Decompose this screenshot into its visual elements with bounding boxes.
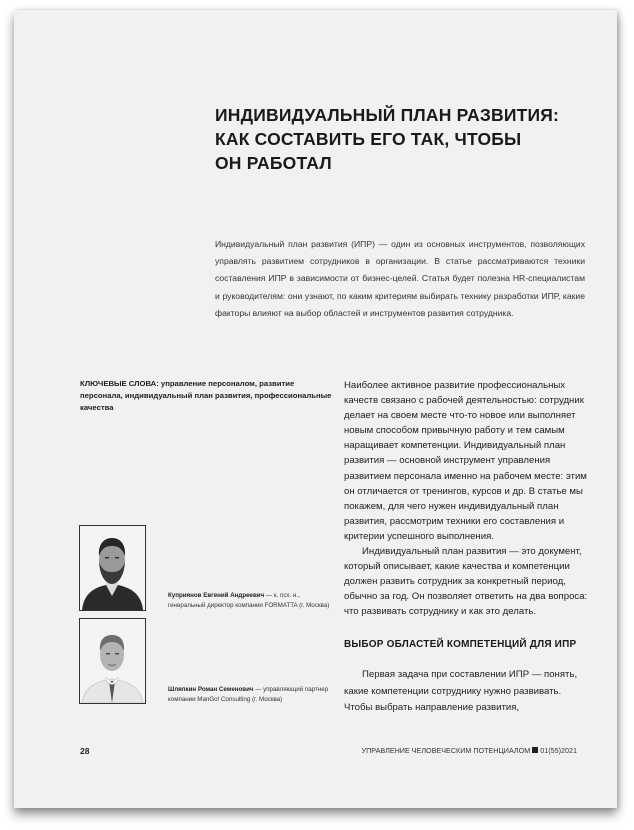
journal-issue: 01(55)2021 bbox=[540, 746, 577, 755]
journal-name: УПРАВЛЕНИЕ ЧЕЛОВЕЧЕСКИМ ПОТЕНЦИАЛОМ bbox=[361, 746, 531, 755]
title-line-1: ИНДИВИДУАЛЬНЫЙ ПЛАН РАЗВИТИЯ: bbox=[215, 105, 560, 125]
section-heading: ВЫБОР ОБЛАСТЕЙ КОМПЕТЕНЦИЙ ДЛЯ ИПР bbox=[344, 639, 577, 650]
keywords-label: КЛЮЧЕВЫЕ СЛОВА: bbox=[80, 379, 159, 388]
author-caption-2 bbox=[168, 685, 338, 704]
author-name-1: Куприянов Евгений Андреевич bbox=[168, 592, 265, 599]
section-body bbox=[344, 667, 592, 717]
article-abstract: Индивидуальный план развития (ИПР) — один из основных инструментов, позволяющих управлять развитием сотрудников в организации. В статье рассматриваются техники составления ИПР в зависимости от бизнес-целей. Статья будет полезна HR-специалистам и руководителям: они узнают, по каким критериям выбирать технику разработки ИПР, какие факторы влияют на выбор областей и инструментов развития сотрудника. bbox=[215, 239, 585, 318]
author-photo-1 bbox=[79, 525, 146, 611]
author-desc-2: — управляющий партнер компании ManGo! Consulting (г. Москва) bbox=[168, 686, 329, 703]
author-name-2: Шляпкин Роман Семенович bbox=[168, 686, 254, 693]
author-caption-1 bbox=[168, 591, 338, 610]
keywords-block bbox=[80, 378, 332, 414]
author-portrait-icon bbox=[80, 526, 145, 610]
section-paragraph-1: Первая задача при составлении ИПР — понять, какие компетенции сотруднику нужно развивать. Чтобы выбрать направление развития, bbox=[344, 669, 578, 713]
author-desc-1: — к. псх. н., генеральный директор компании FORMATTA (г. Москва) bbox=[168, 592, 330, 609]
author-photo-2 bbox=[79, 618, 146, 704]
author-portrait-icon bbox=[80, 619, 145, 703]
page-number: 28 bbox=[80, 746, 90, 756]
body-column bbox=[344, 378, 592, 620]
square-bullet-icon bbox=[532, 747, 538, 753]
title-line-2: КАК СОСТАВИТЬ ЕГО ТАК, ЧТОБЫ bbox=[215, 129, 522, 149]
article-title bbox=[215, 103, 575, 175]
body-paragraph-2: Индивидуальный план развития — это документ, который описывает, какие качества и компетенции должен развить сотрудник за конкретный период, обычно за год. Он позволяет ответить на два вопроса: что развивать сотруднику и как это делать. bbox=[344, 546, 588, 618]
magazine-page bbox=[14, 10, 617, 808]
title-line-3: ОН РАБОТАЛ bbox=[215, 153, 332, 173]
keywords-text: управление персоналом, развитие персонала, индивидуальный план развития, профессиональные качества bbox=[80, 379, 332, 412]
journal-footer bbox=[362, 746, 577, 755]
body-paragraph-1: Наиболее активное развитие профессиональных качеств связано с рабочей деятельностью: сотрудник делает на своем месте что-то новое или выполняет новым способом привычную работу и тем самым наращивает компетенции. Индивидуальный план развития — основной инструмент управления развитием персонала именно на рабочем месте: этим он отличается от тренингов, курсов и др. В статье мы покажем, для чего нужен индивидуальный план развития, рассмотрим техники его составления и критерии успешного выполнения. bbox=[344, 380, 587, 542]
